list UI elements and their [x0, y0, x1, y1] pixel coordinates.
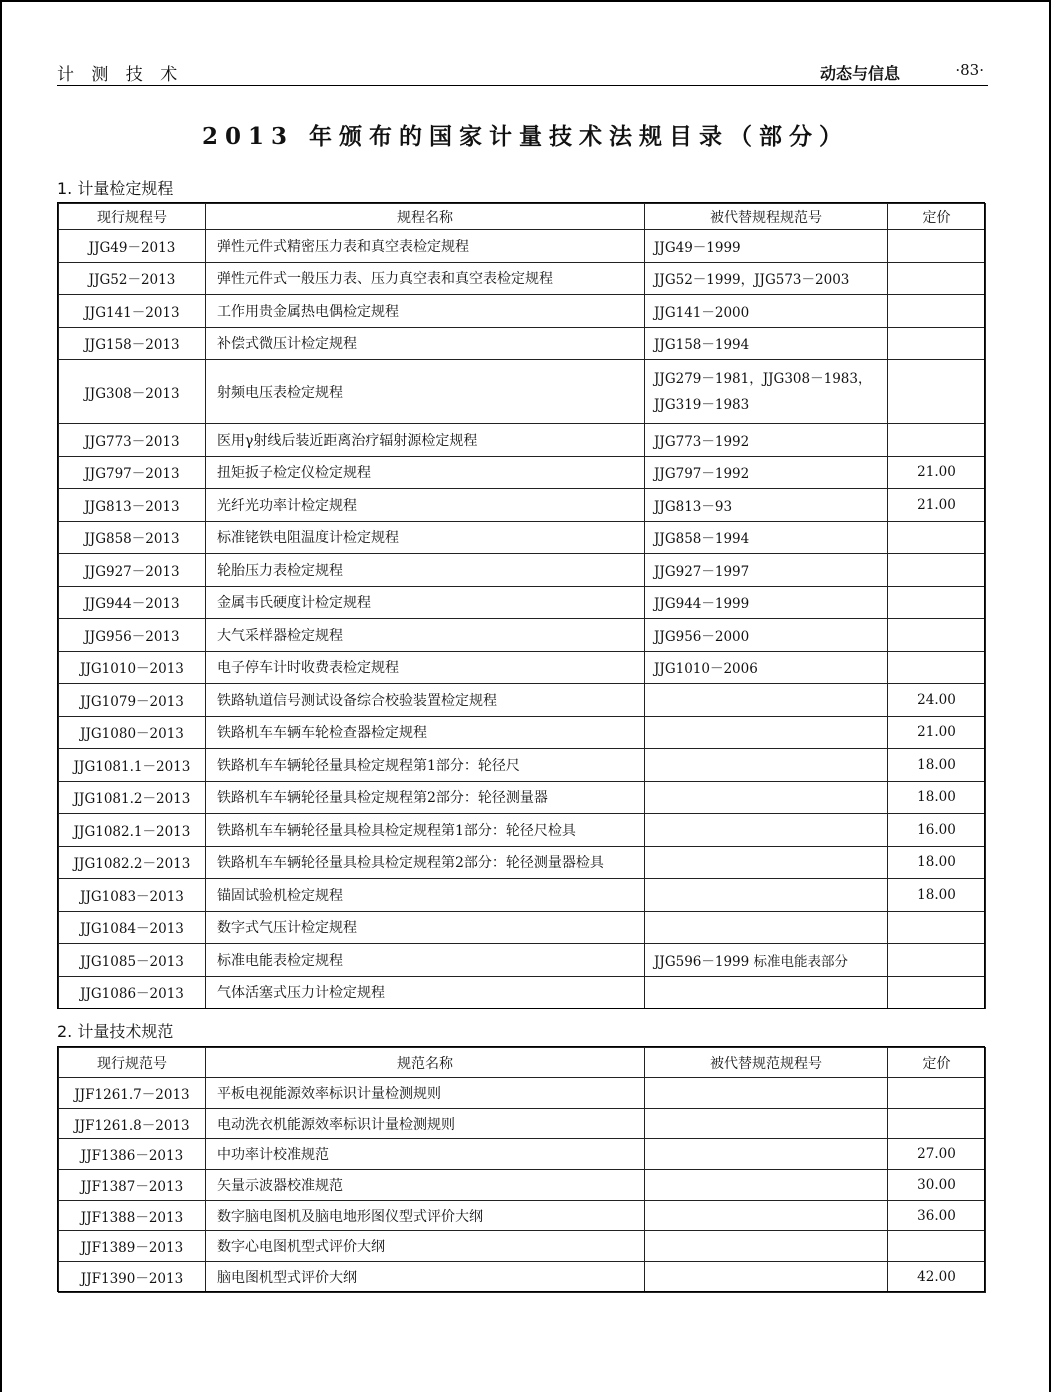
price: 16.00 [888, 814, 986, 847]
price: 18.00 [888, 879, 986, 912]
section-heading-verification: 1. 计量检定规程 [57, 179, 174, 198]
replaced-regulation: JJG279－1981，JJG308－1983，JJG319－1983 [645, 360, 888, 424]
table-row [59, 749, 986, 782]
regulation-code: JJG1082.2－2013 [59, 846, 206, 879]
replaced-regulation [645, 781, 888, 814]
regulation-code: JJG158－2013 [59, 327, 206, 360]
regulation-code: JJG1083－2013 [59, 879, 206, 912]
header-rule [57, 85, 988, 86]
page-frame-left [0, 0, 2, 1392]
regulation-name: 脑电图机型式评价大纲 [206, 1262, 645, 1293]
price [888, 651, 986, 684]
regulation-code: JJG52－2013 [59, 262, 206, 295]
table-row [59, 976, 986, 1009]
replaced-regulation: JJG944－1999 [645, 586, 888, 619]
table-row [59, 781, 986, 814]
price [888, 976, 986, 1009]
table-header-row [59, 204, 986, 230]
price: 21.00 [888, 456, 986, 489]
price [888, 554, 986, 587]
regulation-name: 医用γ射线后装近距离治疗辐射源检定规程 [206, 424, 645, 457]
regulation-code: JJF1386－2013 [59, 1139, 206, 1170]
table-row [59, 230, 986, 263]
replaced-regulation [645, 911, 888, 944]
replaced-regulation [645, 1078, 888, 1109]
section-heading-technical-specs: 2. 计量技术规范 [57, 1022, 174, 1041]
column-header-replaced: 被代替规范规程号 [645, 1048, 888, 1078]
page-number: ·83· [955, 61, 984, 79]
regulation-name: 铁路机车车辆轮径量具检定规程第1部分：轮径尺 [206, 749, 645, 782]
regulation-code: JJG858－2013 [59, 521, 206, 554]
regulation-code: JJF1388－2013 [59, 1200, 206, 1231]
table-row [59, 586, 986, 619]
page-title: 2013 年颁布的国家计量技术法规目录（部分） [201, 123, 850, 150]
regulation-code: JJG1082.1－2013 [59, 814, 206, 847]
price: 24.00 [888, 684, 986, 717]
regulation-name: 平板电视能源效率标识计量检测规则 [206, 1078, 645, 1109]
price: 30.00 [888, 1170, 986, 1201]
replaced-regulation [645, 846, 888, 879]
regulation-code: JJF1389－2013 [59, 1231, 206, 1262]
table-row [59, 424, 986, 457]
regulation-name: 补偿式微压计检定规程 [206, 327, 645, 360]
table-row [59, 1262, 986, 1293]
regulation-name: 光纤光功率计检定规程 [206, 489, 645, 522]
replaced-regulation [645, 1108, 888, 1139]
replaced-regulation: JJG1010－2006 [645, 651, 888, 684]
column-header-code: 现行规范号 [59, 1048, 206, 1078]
table-row [59, 814, 986, 847]
regulation-name: 气体活塞式压力计检定规程 [206, 976, 645, 1009]
regulation-name: 铁路机车车辆车轮检查器检定规程 [206, 716, 645, 749]
technical-specifications-table [58, 1047, 986, 1293]
regulation-code: JJF1387－2013 [59, 1170, 206, 1201]
table-row [59, 456, 986, 489]
regulation-name: 铁路机车车辆轮径量具检具检定规程第2部分：轮径测量器检具 [206, 846, 645, 879]
table-row [59, 295, 986, 328]
regulation-code: JJG308－2013 [59, 360, 206, 424]
price [888, 295, 986, 328]
regulation-name: 轮胎压力表检定规程 [206, 554, 645, 587]
regulation-name: 铁路机车车辆轮径量具检具检定规程第1部分：轮径尺检具 [206, 814, 645, 847]
replaced-regulation [645, 1262, 888, 1293]
replaced-regulation [645, 749, 888, 782]
replaced-regulation [645, 684, 888, 717]
regulation-code: JJG944－2013 [59, 586, 206, 619]
table-header-row [59, 1048, 986, 1078]
regulation-code: JJG1081.2－2013 [59, 781, 206, 814]
regulation-code: JJG141－2013 [59, 295, 206, 328]
regulation-code: JJG797－2013 [59, 456, 206, 489]
price [888, 1078, 986, 1109]
column-header-name: 规程名称 [206, 204, 645, 230]
regulation-code: JJG1084－2013 [59, 911, 206, 944]
replaced-regulation: JJG813－93 [645, 489, 888, 522]
replaced-regulation: JJG956－2000 [645, 619, 888, 652]
column-header-price: 定价 [888, 1048, 986, 1078]
table-row [59, 911, 986, 944]
section-name: 动态与信息 [819, 64, 900, 83]
table-row [59, 360, 986, 424]
regulation-name: 电子停车计时收费表检定规程 [206, 651, 645, 684]
replaced-regulation: JJG49－1999 [645, 230, 888, 263]
table-row [59, 684, 986, 717]
column-header-price: 定价 [888, 204, 986, 230]
table-row [59, 554, 986, 587]
table-row [59, 944, 986, 977]
regulation-name: 工作用贵金属热电偶检定规程 [206, 295, 645, 328]
regulation-name: 标准电能表检定规程 [206, 944, 645, 977]
price: 27.00 [888, 1139, 986, 1170]
regulation-code: JJG1081.1－2013 [59, 749, 206, 782]
column-header-code: 现行规程号 [59, 204, 206, 230]
regulation-code: JJF1261.7－2013 [59, 1078, 206, 1109]
table-row [59, 1170, 986, 1201]
verification-regulations-table [58, 203, 986, 1009]
regulation-name: 射频电压表检定规程 [206, 360, 645, 424]
price [888, 327, 986, 360]
table-row [59, 1139, 986, 1170]
table-row [59, 489, 986, 522]
regulation-name: 大气采样器检定规程 [206, 619, 645, 652]
price [888, 911, 986, 944]
table-row [59, 619, 986, 652]
regulation-name: 电动洗衣机能源效率标识计量检测规则 [206, 1108, 645, 1139]
regulation-code: JJF1261.8－2013 [59, 1108, 206, 1139]
table-row [59, 846, 986, 879]
regulation-code: JJG956－2013 [59, 619, 206, 652]
replaced-regulation [645, 1200, 888, 1231]
regulation-code: JJG773－2013 [59, 424, 206, 457]
regulation-code: JJG1079－2013 [59, 684, 206, 717]
regulation-name: 金属韦氏硬度计检定规程 [206, 586, 645, 619]
journal-name: 计 测 技 术 [57, 65, 184, 85]
price: 18.00 [888, 749, 986, 782]
replaced-regulation [645, 1139, 888, 1170]
regulation-name: 数字脑电图机及脑电地形图仪型式评价大纲 [206, 1200, 645, 1231]
regulation-code: JJG1086－2013 [59, 976, 206, 1009]
regulation-name: 标准铑铁电阻温度计检定规程 [206, 521, 645, 554]
regulation-name: 数字心电图机型式评价大纲 [206, 1231, 645, 1262]
table-row [59, 879, 986, 912]
replaced-regulation: JJG141－2000 [645, 295, 888, 328]
regulation-name: 铁路机车车辆轮径量具检定规程第2部分：轮径测量器 [206, 781, 645, 814]
table-row [59, 1231, 986, 1262]
regulation-code: JJG49－2013 [59, 230, 206, 263]
price [888, 521, 986, 554]
replaced-regulation: JJG927－1997 [645, 554, 888, 587]
column-header-replaced: 被代替规程规范号 [645, 204, 888, 230]
table-row [59, 1078, 986, 1109]
replaced-regulation: JJG52－1999，JJG573－2003 [645, 262, 888, 295]
replaced-regulation [645, 1170, 888, 1201]
replaced-regulation: JJG596－1999 标准电能表部分 [645, 944, 888, 977]
replaced-regulation: JJG158－1994 [645, 327, 888, 360]
regulation-code: JJG1080－2013 [59, 716, 206, 749]
replaced-regulation [645, 716, 888, 749]
regulation-name: 锚固试验机检定规程 [206, 879, 645, 912]
regulation-code: JJG1085－2013 [59, 944, 206, 977]
price: 21.00 [888, 489, 986, 522]
table-row [59, 1108, 986, 1139]
price [888, 360, 986, 424]
column-header-name: 规范名称 [206, 1048, 645, 1078]
page-frame-top [0, 0, 1051, 2]
price [888, 944, 986, 977]
replaced-regulation [645, 976, 888, 1009]
replaced-regulation: JJG797－1992 [645, 456, 888, 489]
regulation-name: 弹性元件式精密压力表和真空表检定规程 [206, 230, 645, 263]
price [888, 230, 986, 263]
replaced-regulation [645, 1231, 888, 1262]
regulation-name: 扭矩扳子检定仪检定规程 [206, 456, 645, 489]
price: 42.00 [888, 1262, 986, 1293]
running-head [57, 58, 988, 86]
regulation-code: JJG927－2013 [59, 554, 206, 587]
regulation-code: JJG1010－2013 [59, 651, 206, 684]
price: 21.00 [888, 716, 986, 749]
replaced-regulation [645, 814, 888, 847]
price [888, 619, 986, 652]
regulation-name: 弹性元件式一般压力表、压力真空表和真空表检定规程 [206, 262, 645, 295]
regulation-name: 铁路轨道信号测试设备综合校验装置检定规程 [206, 684, 645, 717]
price [888, 262, 986, 295]
regulation-name: 数字式气压计检定规程 [206, 911, 645, 944]
regulation-name: 矢量示波器校准规范 [206, 1170, 645, 1201]
price [888, 1231, 986, 1262]
replaced-regulation: JJG773－1992 [645, 424, 888, 457]
regulation-code: JJF1390－2013 [59, 1262, 206, 1293]
price [888, 1108, 986, 1139]
table-row [59, 651, 986, 684]
replaced-regulation: JJG858－1994 [645, 521, 888, 554]
table-row [59, 521, 986, 554]
price [888, 424, 986, 457]
price: 36.00 [888, 1200, 986, 1231]
table-row [59, 262, 986, 295]
price: 18.00 [888, 846, 986, 879]
table-row [59, 327, 986, 360]
table-row [59, 716, 986, 749]
regulation-code: JJG813－2013 [59, 489, 206, 522]
replaced-regulation [645, 879, 888, 912]
regulation-name: 中功率计校准规范 [206, 1139, 645, 1170]
table-row [59, 1200, 986, 1231]
price [888, 586, 986, 619]
price: 18.00 [888, 781, 986, 814]
